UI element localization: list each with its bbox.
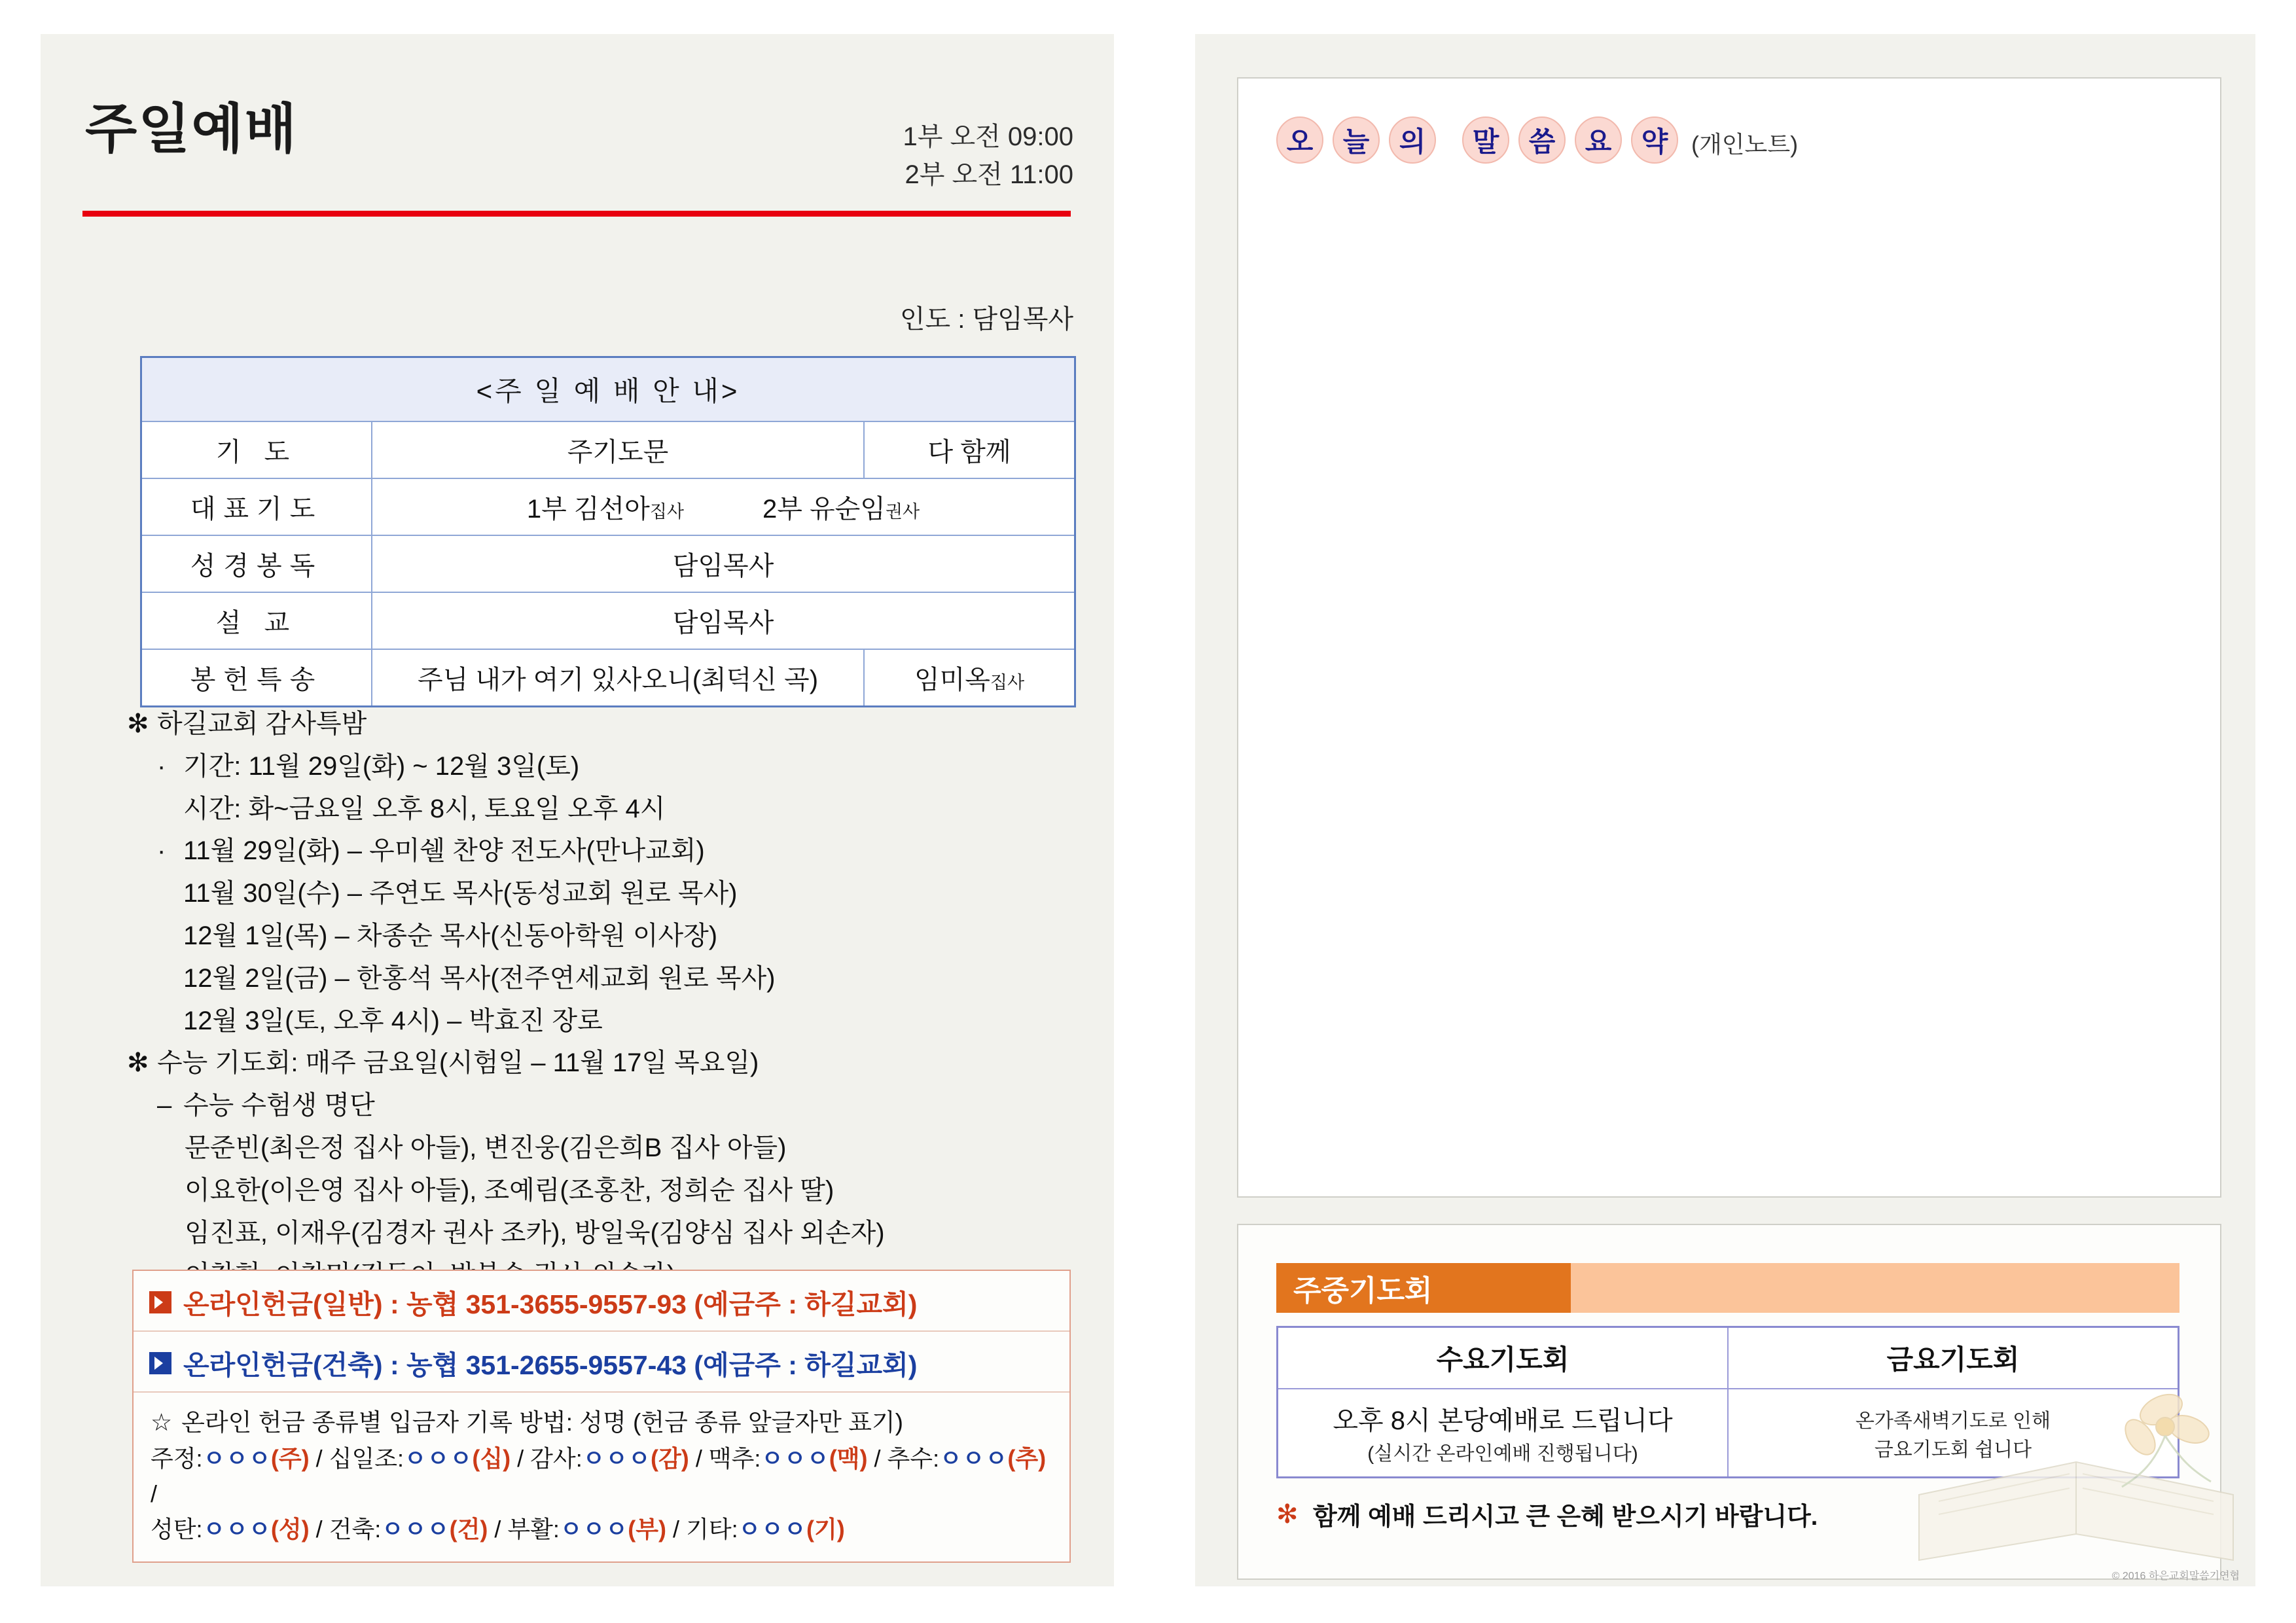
rep-prayer-slot-2-name: 2부 유순임: [762, 495, 886, 524]
rep-prayer-slot-2-title: 권사: [885, 502, 920, 522]
notice-text: 11월 29일(화) – 우미쉘 찬양 전도사(만나교회): [183, 836, 705, 866]
code-tag: (추): [1007, 1444, 1047, 1472]
service-time-1: 1부 오전 09:00: [903, 122, 1073, 151]
prayer-col1-body: [1278, 1389, 1729, 1478]
bullet-dot-icon: ·: [157, 836, 166, 866]
list-item: [127, 788, 1089, 830]
rep-prayer-slot-2: [762, 488, 920, 526]
code-dots: ㅇㅇㅇ: [559, 1515, 628, 1543]
list-item: [127, 1169, 1089, 1212]
table-row: [141, 357, 1075, 422]
row-label-offertory: 봉헌특송: [141, 649, 372, 707]
prayer-col1-header: 수요기도회: [1278, 1327, 1729, 1389]
code-label: 주정:: [151, 1444, 203, 1472]
sun-icon: ☆: [151, 1409, 173, 1436]
table-row: [141, 478, 1075, 535]
list-item: [127, 1084, 1089, 1127]
code-tag: (십): [472, 1444, 511, 1472]
code-tag: (부): [628, 1515, 667, 1543]
code-label: 감사:: [530, 1444, 583, 1472]
table-row: [141, 649, 1075, 707]
notice-text: 이요한(이은영 집사 아들), 조예림(조홍찬, 정희순 집사 딸): [185, 1175, 834, 1205]
notice-list: [127, 703, 1089, 1296]
table-row: [1278, 1327, 2179, 1389]
row-label-scripture: 성경봉독: [141, 535, 372, 592]
list-item: [127, 745, 1089, 788]
code-item: [709, 1445, 868, 1472]
list-item: [127, 830, 1089, 872]
code-label: 성탄:: [151, 1515, 203, 1543]
dash-icon: –: [157, 1091, 172, 1120]
code-item: [888, 1445, 1047, 1472]
star-icon: ✻: [127, 709, 149, 738]
code-item: [530, 1445, 689, 1472]
notice-text: 하길교회 감사특밤: [157, 709, 367, 738]
offering-line-building: [134, 1332, 1069, 1393]
notice-text: 시간: 화~금요일 오후 8시, 토요일 오후 4시: [183, 794, 666, 823]
code-dots: ㅇㅇㅇ: [761, 1444, 829, 1472]
offering-note-head: 온라인 헌금 종류별 입금자 기록 방법: 성명 (헌금 종류 앞글자만 표기): [181, 1409, 903, 1436]
arrow-right-icon: [149, 1352, 171, 1374]
row-value-scripture: 담임목사: [372, 535, 1075, 592]
sep: /: [517, 1444, 531, 1472]
list-item: [127, 957, 1089, 1000]
sermon-note-card: [1237, 77, 2221, 1198]
list-item: [127, 1000, 1089, 1043]
title-bubble: 씀: [1518, 116, 1566, 164]
list-item: [127, 872, 1089, 915]
sermon-note-subtitle: (개인노트): [1691, 131, 1799, 158]
title-bubble: 늘: [1333, 116, 1380, 164]
code-label: 부활:: [507, 1515, 560, 1543]
code-dots: ㅇㅇㅇ: [381, 1515, 450, 1543]
service-table-header: <주 일 예 배 안 내>: [141, 357, 1075, 422]
notice-text: 문준빈(최은정 집사 아들), 변진웅(김은희B 집사 아들): [185, 1133, 787, 1162]
code-item: [329, 1516, 488, 1543]
notice-text: 12월 1일(목) – 차종순 목사(신동아학원 이사장): [183, 921, 718, 950]
row-extra-prayer: 다 함께: [864, 421, 1075, 478]
rep-prayer-slot-1: [527, 488, 684, 526]
prayer-footer-text: 함께 예배 드리시고 큰 은혜 받으시기 바랍니다.: [1313, 1503, 1818, 1531]
sep: /: [695, 1444, 709, 1472]
code-dots: ㅇㅇㅇ: [202, 1515, 271, 1543]
offering-code-row-2: [151, 1512, 1052, 1547]
table-row: [141, 535, 1075, 592]
prayer-meeting-table: [1276, 1326, 2179, 1478]
prayer-banner-label: 주중기도회: [1276, 1263, 1571, 1313]
code-tag: (감): [651, 1444, 689, 1472]
sep: /: [315, 1444, 329, 1472]
sermon-note-title: [1276, 116, 1798, 164]
code-item: [151, 1516, 310, 1543]
title-bubble: 오: [1276, 116, 1323, 164]
notice-text: 12월 2일(금) – 한홍석 목사(전주연세교회 원로 목사): [183, 963, 776, 993]
code-item: [507, 1516, 666, 1543]
sep: /: [151, 1480, 158, 1507]
service-times: [903, 118, 1074, 194]
code-label: 추수:: [887, 1444, 940, 1472]
title-bubble: 의: [1389, 116, 1436, 164]
notice-text: 기간: 11월 29일(화) ~ 12월 3일(토): [183, 751, 580, 781]
prayer-col1-main: 오후 8시 본당예배로 드립니다: [1333, 1406, 1673, 1435]
rep-prayer-slot-1-title: 집사: [649, 502, 684, 522]
offering-building-text: 온라인헌금(건축) : 농협 351-2655-9557-43 (예금주 : 하길교회): [183, 1350, 918, 1380]
rep-prayer-slot-1-name: 1부 김선아: [526, 495, 650, 524]
copyright-credit: © 2016 하은교회말씀기연협: [2111, 1571, 2240, 1582]
offering-code-row-1: [151, 1441, 1052, 1512]
notice-text: 임진표, 이재우(김경자 권사 조카), 방일욱(김양심 집사 외손자): [185, 1218, 885, 1247]
row-value-prayer: 주기도문: [372, 421, 864, 478]
code-item: [686, 1516, 845, 1543]
code-label: 맥추:: [708, 1444, 761, 1472]
sep: /: [315, 1515, 329, 1543]
code-tag: (성): [270, 1515, 310, 1543]
list-item: [127, 915, 1089, 957]
notice-text: 12월 3일(토, 오후 4시) – 박효진 장로: [183, 1006, 603, 1035]
online-offering-box: [132, 1270, 1071, 1563]
prayer-col2-line2: 금요기도회 쉽니다: [1874, 1438, 2032, 1461]
notice-text: 수능 기도회: 매주 금요일(시험일 – 11월 17일 목요일): [157, 1048, 759, 1078]
notice-text: 11월 30일(수) – 주연도 목사(동성교회 원로 목사): [183, 879, 738, 908]
service-leader: 인도 : 담임목사: [899, 305, 1073, 334]
offering-line-general: [134, 1271, 1069, 1332]
row-label-prayer: 기 도: [141, 421, 372, 478]
prayer-col1-sub: (실시간 온라인예배 진행됩니다): [1367, 1443, 1638, 1465]
code-label: 건축:: [329, 1515, 382, 1543]
row-label-rep-prayer: 대표기도: [141, 478, 372, 535]
offering-general-text: 온라인헌금(일반) : 농협 351-3655-9557-93 (예금주 : 하길교회): [183, 1289, 918, 1319]
table-row: [141, 592, 1075, 649]
service-time-2: 2부 오전 11:00: [905, 160, 1073, 189]
prayer-col2-line1: 온가족새벽기도로 인해: [1855, 1410, 2051, 1432]
code-dots: ㅇㅇㅇ: [738, 1515, 806, 1543]
prayer-footer-note: [1276, 1496, 1818, 1532]
sep: /: [673, 1515, 687, 1543]
code-label: 십일조:: [329, 1444, 404, 1472]
title-bubble: 말: [1462, 116, 1509, 164]
prayer-col2-header: 금요기도회: [1728, 1327, 2179, 1389]
list-item: [127, 1042, 1089, 1084]
table-row: [141, 421, 1075, 478]
row-value-rep-prayer: [372, 478, 1075, 535]
code-dots: ㅇㅇㅇ: [582, 1444, 651, 1472]
code-item: [329, 1445, 511, 1472]
code-tag: (기): [806, 1515, 845, 1543]
code-tag: (맥): [829, 1444, 868, 1472]
title-bubble: 약: [1631, 116, 1678, 164]
page-title: 주일예배: [85, 99, 298, 159]
code-tag: (주): [270, 1444, 310, 1472]
list-item: [127, 1212, 1089, 1255]
list-item: [127, 703, 1089, 745]
title-divider: [82, 211, 1071, 217]
prayer-col2-body: [1728, 1389, 2179, 1478]
row-extra-offertory: [864, 649, 1075, 707]
code-dots: ㅇㅇㅇ: [939, 1444, 1008, 1472]
code-dots: ㅇㅇㅇ: [202, 1444, 271, 1472]
offertory-singer: 임미옥: [914, 666, 990, 694]
star-icon: ✻: [127, 1048, 149, 1078]
title-bubble: 요: [1575, 116, 1622, 164]
code-label: 기타:: [686, 1515, 738, 1543]
offering-note: [134, 1393, 1069, 1561]
offering-note-head-row: [151, 1404, 1052, 1441]
bullet-dot-icon: ·: [157, 751, 166, 781]
table-row: [1278, 1389, 2179, 1478]
code-item: [151, 1445, 310, 1472]
sep: /: [494, 1515, 508, 1543]
list-item: [127, 1127, 1089, 1169]
row-label-sermon: 설 교: [141, 592, 372, 649]
row-value-offertory: 주님 내가 여기 있사오니(최덕신 곡): [372, 649, 864, 707]
left-panel: [41, 34, 1114, 1586]
code-tag: (건): [449, 1515, 488, 1543]
notice-text: 수능 수험생 명단: [183, 1091, 375, 1120]
arrow-right-icon: [149, 1291, 171, 1313]
offertory-singer-title: 집사: [990, 673, 1025, 692]
star-icon: ✻: [1276, 1499, 1299, 1529]
code-dots: ㅇㅇㅇ: [404, 1444, 473, 1472]
service-order-table: [140, 356, 1076, 707]
row-value-sermon: 담임목사: [372, 592, 1075, 649]
sep: /: [874, 1444, 888, 1472]
